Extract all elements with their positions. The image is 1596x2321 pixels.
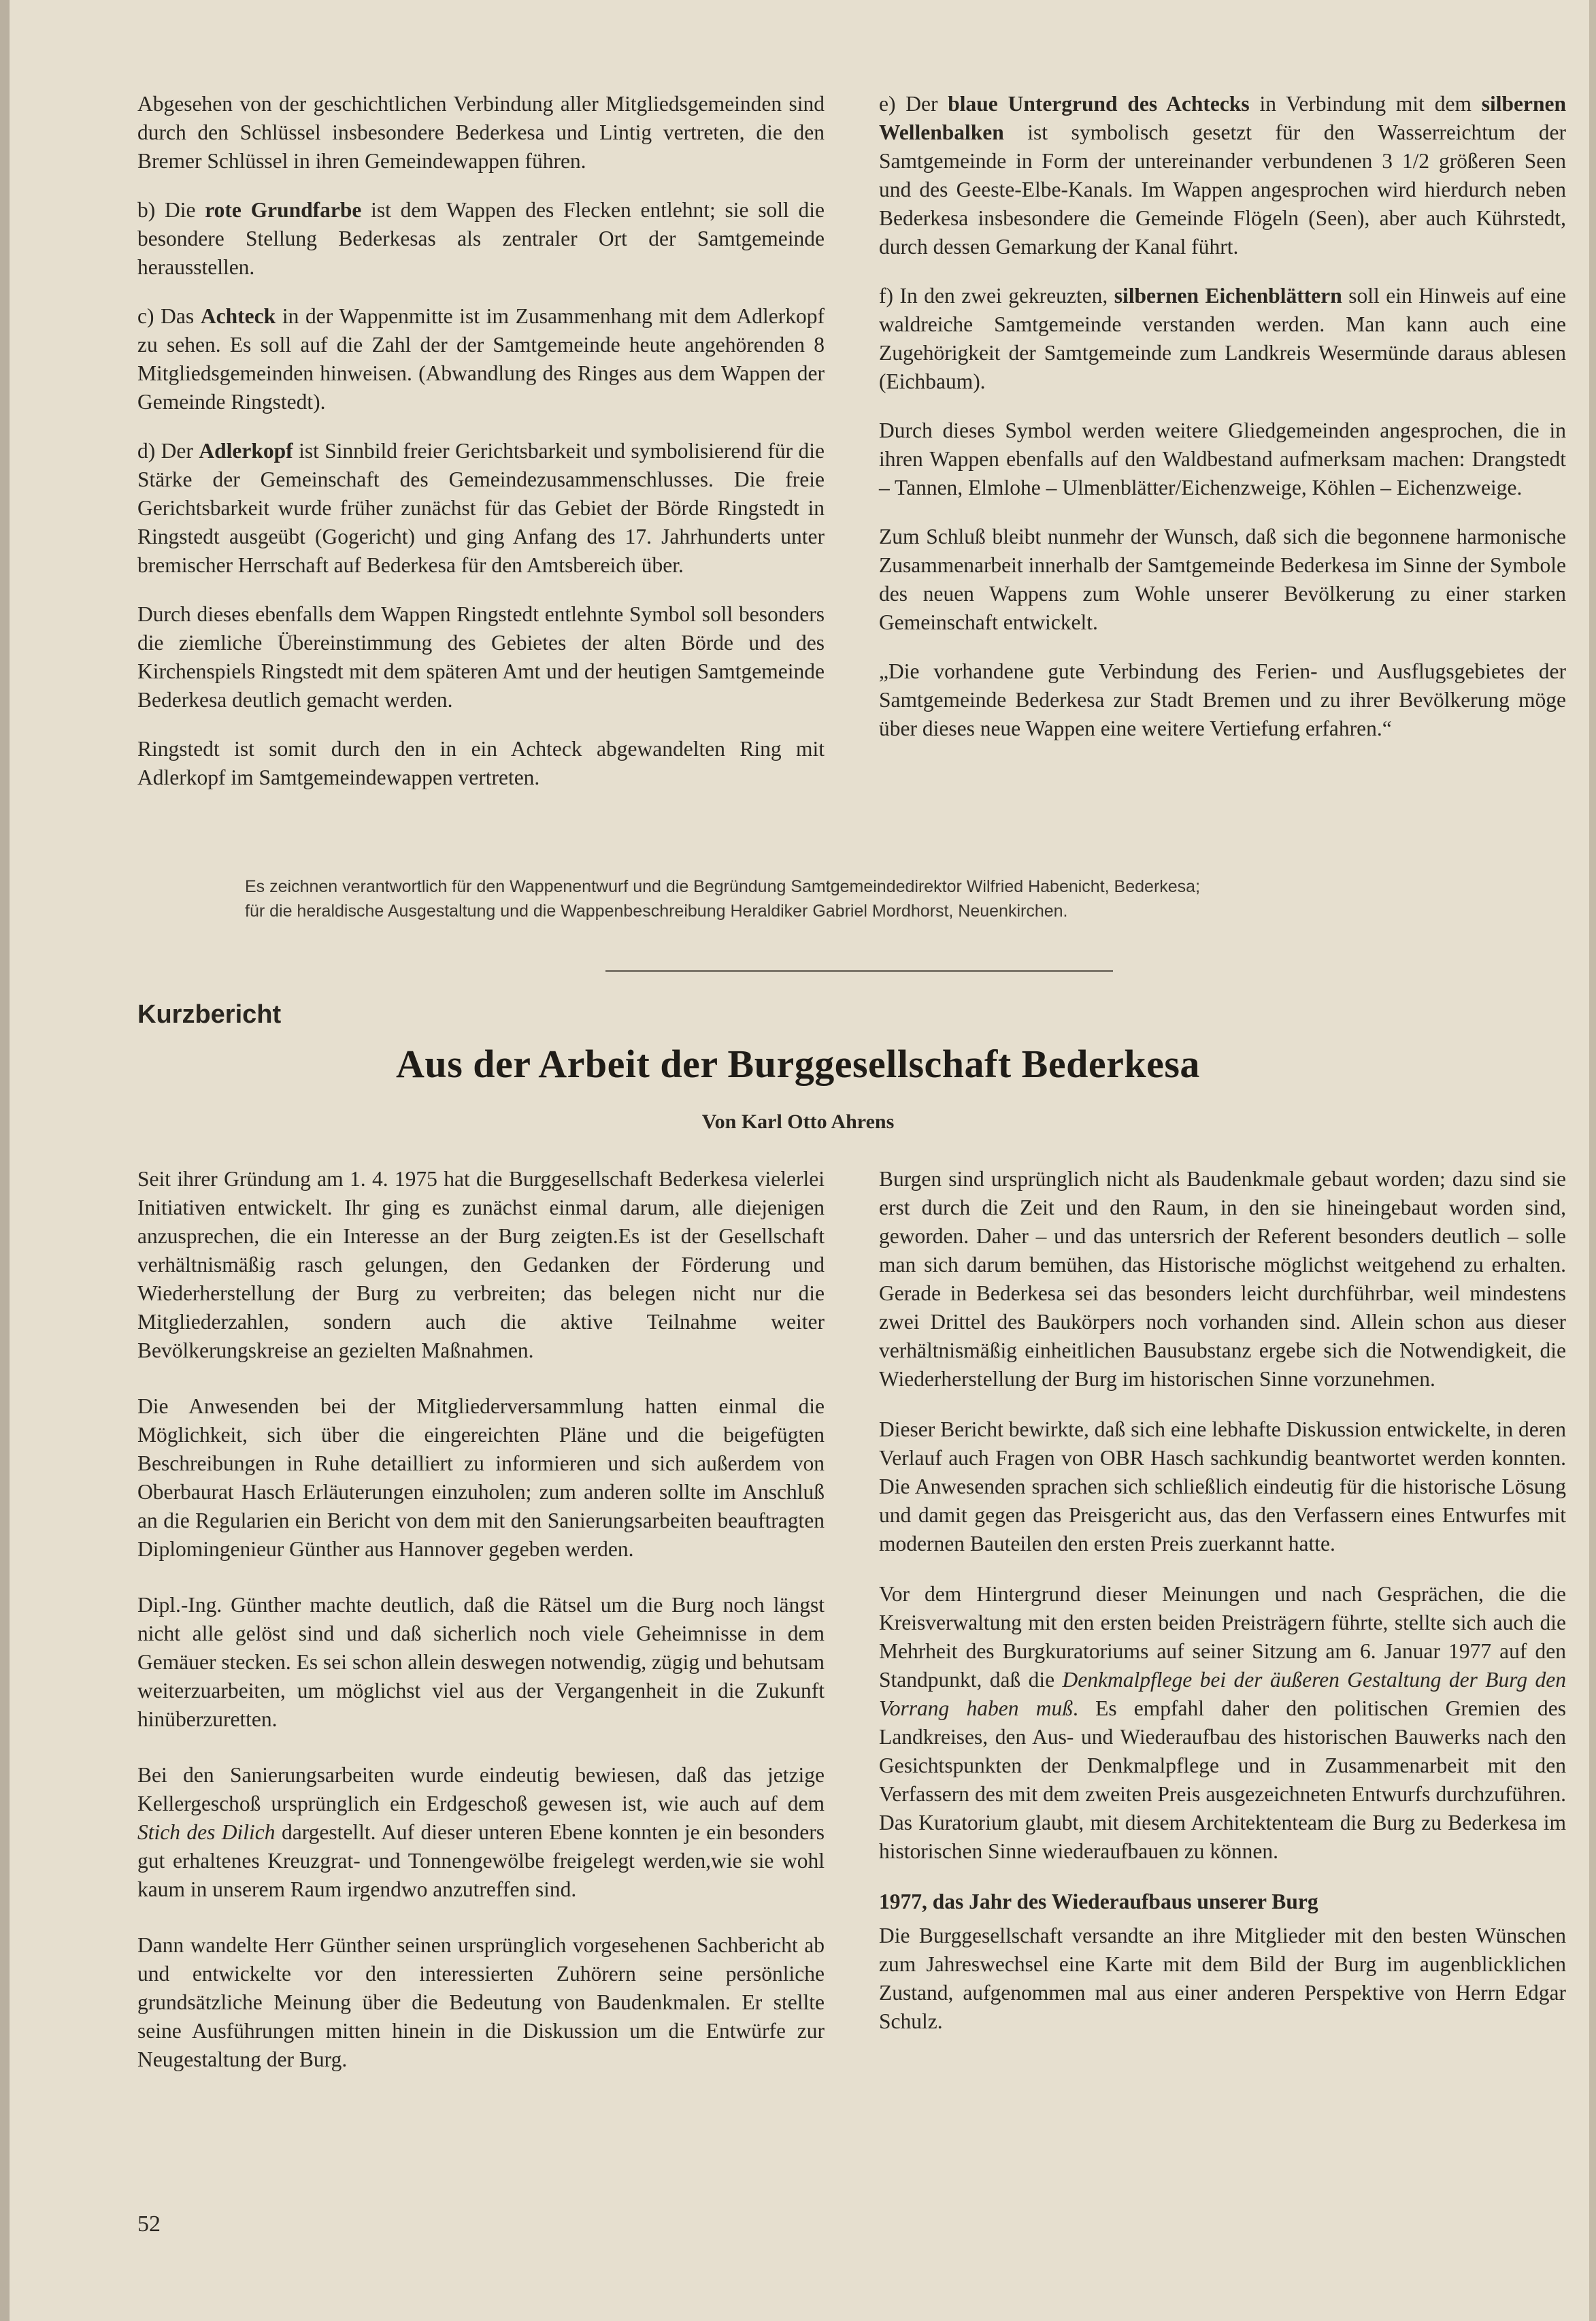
paragraph: Dipl.-Ing. Günther machte deutlich, daß die Rätsel um die Burg noch längst nicht alle gelöst sind und daß sicherlich noch viele Geheimnisse in dem Gemäuer stecken. Es sei schon allein deswegen notwendig, zügig und behutsam weiterzuarbeiten, um möglichst viel aus der Vergangenheit in die Zukunft hinüberzuretten. <box>137 1593 825 1731</box>
paragraph-f: f) In den zwei gekreuzten, silbernen Eichenblättern soll ein Hinweis auf eine waldreiche Samtgemeinde verstanden werden. Man kann auch eine Zugehörigkeit der Samtgemeinde zum Landkreis Wesermünde daraus ablesen (Eichbaum). <box>879 284 1566 393</box>
credits-note <box>245 874 1401 923</box>
article-title: Aus der Arbeit der Burggesellschaft Bederkesa <box>396 1042 1200 1086</box>
page-edge-left <box>0 0 10 2321</box>
paragraph: Dann wandelte Herr Günther seinen ursprünglich vorgesehenen Sachbericht ab und entwickelte vor den interessierten Zuhörern seine persönliche grundsätzliche Meinung über die Bedeutung von Baudenkmalen. Er stellte seine Ausführungen mitten hinein in die Diskussion um die Entwürfe zur Neugestaltung der Burg. <box>137 1933 825 2071</box>
paragraph: Durch dieses Symbol werden weitere Gliedgemeinden angesprochen, die in ihren Wappen ebenfalls auf den Waldbestand aufmerksam machen: Drangstedt – Tannen, Elmlohe – Ulmenblätter/Eichenzweige, Köhlen – Eichenzweige. <box>879 418 1566 499</box>
page-number: 52 <box>137 2211 161 2237</box>
paragraph-d: d) Der Adlerkopf ist Sinnbild freier Gerichtsbarkeit und symbolisierend für die Stärke der Gemeinschaft des Gemeindezusammenschlusses. Die freie Gerichtsbarkeit wurde früher zunächst für das Gebiet der Börde Ringstedt in Ringstedt ausgeübt (Gogericht) und ging Anfang des 17. Jahrhunderts unter bremischer Herrschaft auf Bederkesa für den Amtsbereich über. <box>137 439 825 577</box>
article-byline: Von Karl Otto Ahrens <box>701 1110 895 1133</box>
upper-right-column <box>879 90 1566 763</box>
page-edge-right <box>1589 0 1596 2321</box>
paragraph: Die Anwesenden bei der Mitgliederversammlung hatten einmal die Möglichkeit, sich über die eingereichten Pläne und die beigefügten Beschreibungen in Ruhe detailliert zu informieren und sich außerdem von Oberbaurat Hasch Erläuterungen einzuholen; zum anderen sollte im Anschluß an die Regularien ein Bericht von dem mit den Sanierungsarbeiten beauftragten Diplomingenieur Günther aus Hannover gegeben werden. <box>137 1394 825 1561</box>
quote-paragraph: „Die vorhandene gute Verbindung des Ferien- und Ausflugsgebietes der Samtgemeinde Bederkesa zur Stadt Bremen und zu ihrer Bevölkerung möge über dieses neue Wappen eine weitere Vertiefung erfahren.“ <box>879 659 1566 740</box>
paragraph-e: e) Der blaue Untergrund des Achtecks in Verbindung mit dem silbernen Wellenbalken ist symbolisch gesetzt für den Wasserreichtum der Samtgemeinde in Form der untereinander verbundenen 3 1/2 größeren Seen und des Geeste-Elbe-Kanals. Im Wappen angesprochen wird hierdurch neben Bederkesa insbesondere die Gemeinde Flögeln (Seen), aber auch Kührstedt, durch dessen Gemarkung der Kanal führt. <box>879 92 1566 259</box>
paragraph: Zum Schluß bleibt nunmehr der Wunsch, daß sich die begonnene harmonische Zusammenarbeit innerhalb der Samtgemeinde Bederkesa im Sinne der Symbole des neuen Wappens zum Wohle unserer Bevölkerung zu einer starken Gemeinschaft entwickelt. <box>879 525 1566 634</box>
paragraph: Bei den Sanierungsarbeiten wurde eindeutig bewiesen, daß das jetzige Kellergeschoß ursprünglich ein Erdgeschoß gewesen ist, wie auch auf dem Stich des Dilich dargestellt. Auf dieser unteren Ebene konnten je ein besonders gut erhaltenes Kreuzgrat- und Tonnengewölbe freigelegt werden,wie sie wohl kaum in unserem Raum irgendwo anzutreffen sind. <box>137 1763 825 1901</box>
section-kicker: Kurzbericht <box>137 1000 282 1029</box>
paragraph: Durch dieses ebenfalls dem Wappen Ringstedt entlehnte Symbol soll besonders die ziemliche Übereinstimmung des Gebietes der alten Börde und des Kirchenspiels Ringstedt mit dem späteren Amt und der heutigen Samtgemeinde Bederkesa deutlich gemacht werden. <box>137 602 825 712</box>
paragraph: Abgesehen von der geschichtlichen Verbindung aller Mitgliedsgemeinden sind durch den Schlüssel insbesondere Bederkesa und Lintig vertreten, die den Bremer Schlüssel in ihren Gemeindewappen führen. <box>137 92 825 173</box>
section-divider <box>605 970 1113 972</box>
paragraph: Burgen sind ursprünglich nicht als Baudenkmale gebaut worden; dazu sind sie erst durch die Zeit und den Raum, in den sie hineingebaut worden sind, geworden. Daher – und das untersrich der Referent besonders deutlich – solle man sich darum bemühen, das Historische möglichst weitgehend zu erhalten. Gerade in Bederkesa sei das besonders leicht durchführbar, weil mindestens zwei Drittel des Baukörpers noch vorhanden sind. Allein schon aus dieser verhältnismäßig einheitlichen Bausubstanz ergebe sich die Notwendigkeit, die Wiederherstellung der Burg im historischen Sinne vorzunehmen. <box>879 1167 1566 1391</box>
paragraph-c: c) Das Achteck in der Wappenmitte ist im Zusammenhang mit dem Adlerkopf zu sehen. Es soll auf die Zahl der der Samtgemeinde heute angehörenden 8 Mitgliedsgemeinden hinweisen. (Abwandlung des Ringes aus dem Wappen der Gemeinde Ringstedt). <box>137 304 825 414</box>
paragraph: Seit ihrer Gründung am 1. 4. 1975 hat die Burggesellschaft Bederkesa vielerlei Initiativen entwickelt. Ihr ging es zunächst einmal darum, alle diejenigen anzusprechen, die ein Interesse an der Burg zeigten.Es ist der Gesellschaft verhältnismäßig rasch gelungen, den Gedanken der Förderung und Wiederherstellung der Burg zu verbreiten; das belegen nicht nur die Mitgliederzahlen, sondern auch die aktive Teilnahme weiter Bevölkerungskreise an gezielten Maßnahmen. <box>137 1167 825 1362</box>
paragraph: Dieser Bericht bewirkte, daß sich eine lebhafte Diskussion entwickelte, in deren Verlauf auch Fragen von OBR Hasch sachkundig beantwortet werden konnten. Die Anwesenden sprachen sich schließlich eindeutig für die historische Lösung und damit gegen das Preisgericht aus, das den Verfassern eines Entwurfes mit modernen Bauteilen den ersten Preis zuerkannt hatte. <box>879 1417 1566 1555</box>
paragraph: Vor dem Hintergrund dieser Meinungen und nach Gesprächen, die die Kreisverwaltung mit den ersten beiden Preisträgern führte, stellte sich auch die Mehrheit des Burgkuratoriums auf seiner Sitzung am 6. Januar 1977 auf den Standpunkt, daß die Denkmalpflege bei der äußeren Gestaltung der Burg den Vorrang haben muß. Es empfahl daher den politischen Gremien des Landkreises, den Aus- und Wiederaufbau des historischen Bauwerks nach den Gesichtspunkten der Denkmalpflege und in Zusammenarbeit mit den Verfassern des mit dem zweiten Preis ausgezeichneten Entwurfs durchzuführen. Das Kuratorium glaubt, mit diesem Architektenteam die Burg zu Bederkesa im historischen Sinne wiederaufbauen zu können. <box>879 1582 1567 1863</box>
paragraph: Ringstedt ist somit durch den in ein Achteck abgewandelten Ring mit Adlerkopf im Samtgemeindewappen vertreten. <box>137 737 825 789</box>
credits-line: für die heraldische Ausgestaltung und die Wappenbeschreibung Heraldiker Gabriel Mordhorst, Neuenkirchen. <box>245 902 1068 921</box>
upper-left-column <box>137 90 825 812</box>
article-subheading: 1977, das Jahr des Wiederaufbaus unserer Burg <box>879 1890 1318 1913</box>
paragraph-b: b) Die rote Grundfarbe ist dem Wappen des Flecken entlehnt; sie soll die besondere Stellung Bederkesas als zentraler Ort der Samtgemeinde herausstellen. <box>137 198 825 279</box>
article-right-column <box>879 1165 1566 2058</box>
credits-line: Es zeichnen verantwortlich für den Wappenentwurf und die Begründung Samtgemeindedirektor Wilfried Habenicht, Bederkesa; <box>245 877 1201 896</box>
paragraph: Die Burggesellschaft versandte an ihre Mitglieder mit den besten Wünschen zum Jahreswechsel eine Karte mit dem Bild der Burg im augenblicklichen Zustand, aufgenommen mal aus einer anderen Perspektive von Herrn Edgar Schulz. <box>879 1924 1566 2033</box>
article-left-column <box>137 1165 825 2101</box>
